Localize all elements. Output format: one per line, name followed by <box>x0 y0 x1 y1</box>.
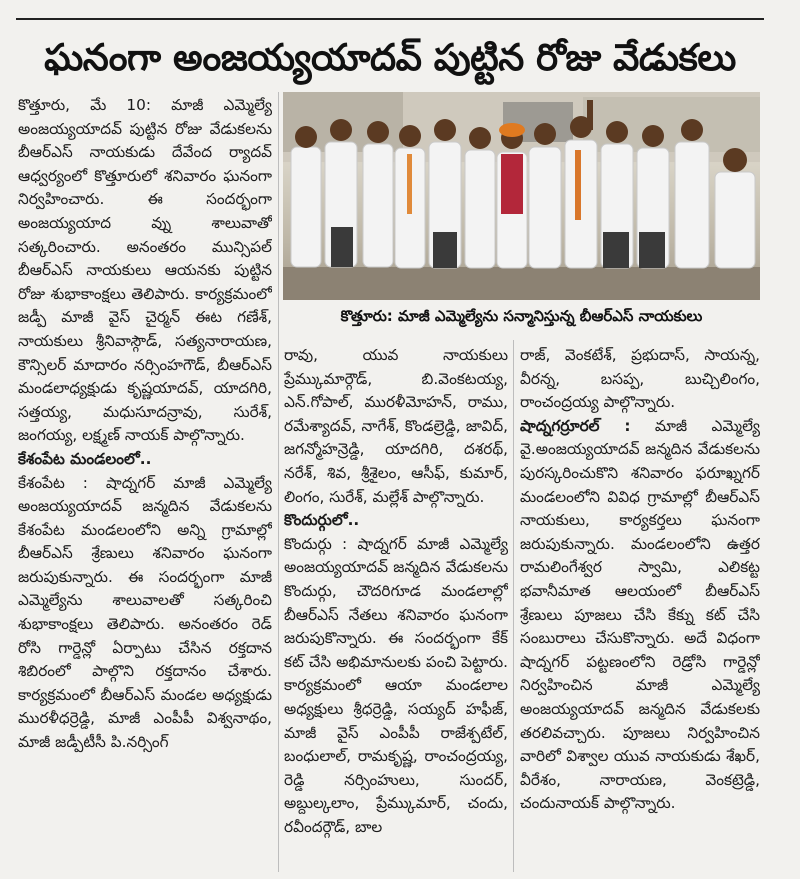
group-photo-illustration <box>283 92 760 300</box>
article-paragraph: కొత్తూరు, మే 10: మాజీ ఎమ్మెల్యే అంజయ్యయాదవ్ పుట్టిన రోజు వేడుకలను బీఆర్ఎస్ నాయకుడు దేవేంద ర్యాదవ్ ఆధ్వర్యంలో కొత్తూరులో శనివారం ఘనంగా నిర్వహించారు. ఈ సందర్భంగా అంజయ్యయాద వ్ను శాలువాతో సత్కరించారు. అనంతరం మున్సిపల్ బీఆర్ఎస్ నాయకులు ఆయనకు పుట్టిన రోజు శుభాకాంక్షలు తెలిపారు. కార్యక్రమంలో జడ్పీ మాజీ వైస్ చైర్మన్ ఈట గణేశ్, నాయకులు శ్రీనివాస్గౌడ్, సత్యనారాయణ, కౌన్సిలర్ మాదారం నర్సింహగౌడ్, బీఆర్ఎస్ మండలాధ్యక్షుడు కృష్ణయాదవ్, యాదగిరి, సత్తయ్య, మధుసూదన్రావు, సురేశ్, జంగయ్య, లక్ష్మణ్ నాయక్ పాల్గొన్నారు. <box>18 96 272 445</box>
article-paragraph: రాజ్, వెంకటేశ్, ప్రభుదాస్, సాయన్న, వీరన్న, బసప్ప, బుచ్చిలింగం, రాంచంద్రయ్య పాల్గొన్నారు. <box>520 346 760 412</box>
news-photo <box>283 92 760 300</box>
photo-caption: కొత్తూరు: మాజీ ఎమ్మెల్యేను సన్మానిస్తున్న బీఆర్ఎస్ నాయకులు <box>340 307 703 325</box>
article-paragraph-text: మాజీ ఎమ్మెల్యే వై.అంజయ్యయాదవ్ జన్మదిన వేడుకలను పురస్కరించుకొని శనివారం ఫరూఖ్నగర్ మండలంలోని వివిధ గ్రామాల్లో బీఆర్ఎస్ నాయకులు, కార్యకర్తలు ఘనంగా జరుపుకున్నారు. మండలంలోని ఉత్తర రామలింగేశ్వర స్వామి, ఎలికట్ట భవానీమాత ఆలయంలో బీఆర్ఎస్ శ్రేణులు పూజలు చేసి కేక్ను కట్ చేసి సంబురాలు చేసుకొన్నారు. అదే విధంగా షాద్నగర్ పట్టణంలోని రెడ్రోసి గార్డెన్లో నిర్వహించిన మాజీ ఎమ్మెల్యే అంజయ్యయాదవ్ జన్మదిన వేడుకలకు తరలివచ్చారు. పూజలు నిర్వహించిన వారిలో విశ్వాల యువ నాయకుడు శేఖర్, వీరేశం, నారాయణ, వెంకట్రెడ్డి, చందునాయక్ పాల్గొన్నారు. <box>520 416 760 813</box>
article-column-2 <box>284 344 508 872</box>
column-divider <box>513 340 514 872</box>
headline: ఘనంగా అంజయ్యయాదవ్ పుట్టిన రోజు వేడుకలు <box>44 36 736 79</box>
section-subheading: కొందుర్గులో.. <box>284 511 360 530</box>
article-column-1 <box>18 94 272 872</box>
article-paragraph: రావు, యువ నాయకులు ప్రేమ్కుమార్గౌడ్, బి.వెంకటయ్య, ఎన్.గోపాల్, మురళీమోహన్, రాము, రమేశ్యాదవ్, నాగేశ్, కొండల్రెడ్డి, జావిద్, జగన్మోహన్రెడ్డి, యాదగిరి, దశరథ్, నరేశ్, శివ, శ్రీశైలం, ఆసీఫ్, కుమార్, లింగం, సురేశ్, మల్లేశ్ పాల్గొన్నారు. <box>284 346 508 506</box>
headline-top-rule <box>16 18 764 20</box>
article-paragraph: కొందుర్గు : షాద్నగర్ మాజీ ఎమ్మెల్యే అంజయ్యయాదవ్ జన్మదిన వేడుకలను కొందుర్గు, చౌదరిగూడ మండలాల్లో బీఆర్ఎస్ నేతలు శనివారం ఘనంగా జరుపుకొన్నారు. ఈ సందర్భంగా కేక్ కట్ చేసి అభిమానులకు పంచి పెట్టారు. కార్యక్రమంలో ఆయా మండలాల అధ్యక్షులు శ్రీధర్రెడ్డి, సయ్యద్ హఫీజ్, మాజీ వైస్ ఎంపీపీ రాజేశ్పటేల్, బంధులాల్, రామకృష్ణ, రాంచంద్రయ్య, రెడ్డి నర్సింహులు, సుందర్, అబ్దుల్కలాం, ప్రేమ్కుమార్, చందు, రవీందర్గౌడ్, బాల <box>284 534 508 836</box>
column-divider <box>278 92 279 872</box>
article-column-3 <box>520 344 760 872</box>
section-subheading: కేశంపేట మండలంలో.. <box>18 449 152 468</box>
section-subheading: షాద్నగర్రూరల్ : <box>520 416 631 435</box>
article-paragraph: కేశంపేట : షాద్నగర్ మాజీ ఎమ్మెల్యే అంజయ్యయాదవ్ జన్మదిన వేడుకలను కేశంపేట మండలంలోని అన్ని గ్రామాల్లో బీఆర్ఎస్ శ్రేణులు శనివారం ఘనంగా జరుపుకున్నారు. ఈ సందర్భంగా మాజీ ఎమ్మెల్యేను శాలువాలతో సత్కరించి శుభాకాంక్షలు తెలిపారు. అనంతరం రెడ్ రోసి గార్డెన్లో ఏర్పాటు చేసిన రక్తదాన శిబిరంలో పాల్గొని రక్తదానం చేశారు. కార్యక్రమంలో బీఆర్ఎస్ మండల అధ్యక్షుడు మురళీధర్రెడ్డి, మాజీ ఎంపీపీ విశ్వనాథం, మాజీ జడ్పీటీసీ పి.నర్సింగ్ <box>18 473 272 752</box>
article-paragraph <box>520 415 760 816</box>
